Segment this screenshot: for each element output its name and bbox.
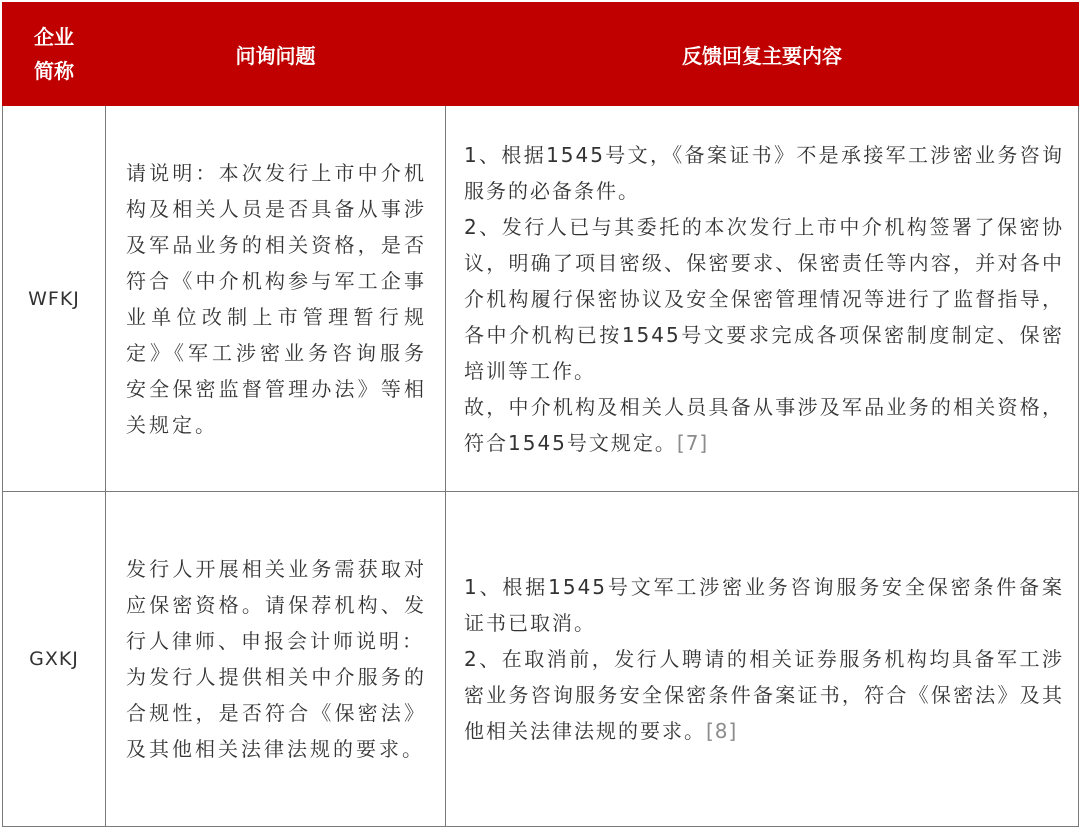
company-name: GXKJ [3, 492, 106, 827]
question-text: 请说明：本次发行上市中介机构及相关人员是否具备从事涉及军品业务的相关资格，是否符合《中介机构参与军工企事业单位改制上市管理暂行规定》《军工涉密业务咨询服务安全保密监督管理办法》等相关规定。 [106, 106, 446, 492]
table-row [3, 106, 1079, 492]
reply-content [446, 106, 1079, 492]
question-text: 发行人开展相关业务需获取对应保密资格。请保荐机构、发行人律师、申报会计师说明： 为发行人提供相关中介服务的合规性，是否符合《保密法》及其他相关法律法规的要求。 [106, 492, 446, 827]
header-row [3, 3, 1079, 106]
inquiry-table [2, 2, 1079, 827]
header-company-abbr: 企业 简称 [3, 3, 106, 106]
reply-item: 1、根据1545号文军工涉密业务咨询服务安全保密条件备案证书已取消。 [464, 575, 1064, 635]
header-question: 问询问题 [106, 3, 446, 106]
reply-item: 1、根据1545号文，《备案证书》不是承接军工涉密业务咨询服务的必备条件。 [464, 142, 1064, 203]
header-reply: 反馈回复主要内容 [446, 3, 1079, 106]
table-row [3, 492, 1079, 827]
reference-mark: [8] [706, 719, 738, 743]
reference-mark: [7] [676, 430, 709, 455]
reply-item: 2、发行人已与其委托的本次发行上市中介机构签署了保密协议，明确了项目密级、保密要求、保密责任等内容，并对各中介机构履行保密协议及安全保密管理情况等进行了监督指导，各中介机构已按1545号文要求完成各项保密制度制定、保密培训等工作。 [464, 214, 1064, 383]
company-name: WFKJ [3, 106, 106, 492]
reply-content [446, 492, 1079, 827]
reply-item: 故，中介机构及相关人员具备从事涉及军品业务的相关资格，符合1545号文规定。 [464, 394, 1064, 455]
reply-item: 2、在取消前，发行人聘请的相关证券服务机构均具备军工涉密业务咨询服务安全保密条件备案证书，符合《保密法》及其他相关法律法规的要求。 [464, 647, 1064, 743]
